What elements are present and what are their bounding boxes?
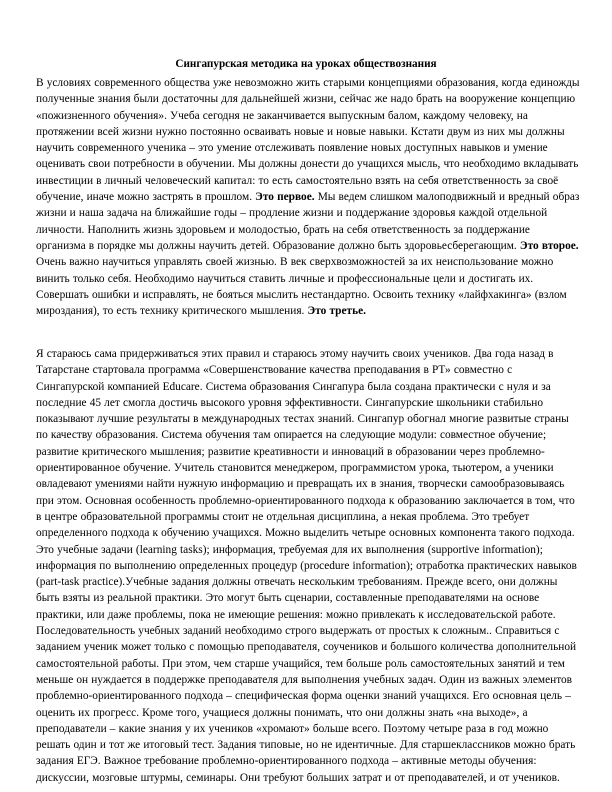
page-title: Сингапурская методика на уроках обществознания [175,58,437,70]
emphasis-first: Это первое. [255,191,315,204]
paragraph-1-text-c: Очень важно научиться управлять своей жизнью. В век сверхвозможностей за их неиспользование можно винить только себя. Необходимо научиться ставить личные и профессиональные цели и достигать их. Совершать ошибки и исправлять, не бояться мыслить нестандартно. Освоить технику «лайфхакинга» (взлом мироздания), то есть технику критического мышления. [36,256,567,318]
emphasis-third: Это третье. [307,305,366,318]
paragraph-2: Я стараюсь сама придерживаться этих правил и стараюсь этому научить своих учеников. Два года назад в Татарстане стартовала программа «Совершенствование качества преподавания в РТ» совместно с Сингапурской компанией Educare. Система образования Сингапура была создана практически с нуля и за последние 45 лет смогла достичь высокого уровня эффективности. Сингапурские школьники стабильно показывают лучшие результаты в международных тестах знаний. Сингапур обогнал многие развитые страны по качеству образования. Система обучения там опирается на следующие модули: совместное обучение; развитие критического мышления; развитие креативности и инноваций в образовании через проблемно-ориентированное обучение. Учитель становится менеджером, программистом урока, тьютером, а ученики овладевают умениями найти нужную информацию и превращать их в знания, творчески самообразовываясь при этом. Основная особенность проблемно-ориентированного подхода к образованию заключается в том, что в центре образовательной программы стоит не отдельная дисциплина, а некая проблема. Это требует определенного подхода к обучению учащихся. Можно выделить четыре основных компонента такого подхода. Это учебные задачи (learning tasks); информация, требуемая для их выполнения (supportive information); информация по выполнению определенных процедур (procedure information); отработка практических навыков (part-task practice).Учебные задания должны отвечать нескольким требованиям. Прежде всего, они должны быть взяты из реальной практики. Это могут быть сценарии, составленные преподавателями на основе практики, или даже проблемы, пока не имеющие решения: можно привлекать к исследовательской работе. Последовательность учебных заданий необходимо строго выдержать от простых к сложным.. Справиться с заданием ученик может только с помощью преподавателя, соучеников и большого количества дополнительной самостоятельной работы. При этом, чем старше учащийся, тем больше роль самостоятельных занятий и тем меньше он нуждается в поддержке преподавателя для выполнения учебных задач. Один из важных элементов проблемно-ориентированного подхода – специфическая форма оценки знаний учащихся. Его основная цель – оценить их прогресс. Кроме того, учащиеся должны понимать, что они должны знать «на выходе», а преподаватели – какие знания у их учеников «хромают» больше всего. Поэтому четыре раза в год можно решать один и тот же итоговый тест. Задания типовые, но не идентичные. Для старшеклассников можно брать задания ЕГЭ. Важное требование проблемно-ориентированного подхода – активные методы обучения: дискуссии, мозговые штурмы, семинары. Они требуют больших затрат и от преподавателей, и от учеников. [36,348,577,784]
paragraph-1-text-b: Мы ведем слишком малоподвижный и вредный образ жизни и наша задача на ближайшие годы – продление жизни и поддержание здоровья каждой отдельной личности. Наполнить жизнь здоровьем и молодостью, брать на себя ответственность за поддержание организма в порядке мы должны научить детей. Образование должно быть здоровьесберегающим. [36,191,580,252]
paragraph-1-text-a: В условиях современного общества уже невозможно жить старыми концепциями образования, когда единожды полученные знания были достаточны для дальнейшей жизни, сейчас же надо брать на вооружение концепцию «пожизненного обучения». Учеба сегодня не заканчивается выпускным балом, каждому человеку, на протяжении всей жизни нужно постоянно осваивать новые и новые навыки. Кстати двум из них мы должны научить современного ученика – это умение отслеживать появление новых доступных навыков и умение оценивать свои потребности в обучении. Мы должны донести до учащихся мысль, что необходимо вкладывать инвестиции в личный человеческий капитал: то есть самостоятельно взять на себя ответственность за своё обучение, иначе можно застрять в прошлом. [36,77,580,204]
paragraph-1 [36,75,581,319]
emphasis-second: Это второе. [519,239,579,252]
